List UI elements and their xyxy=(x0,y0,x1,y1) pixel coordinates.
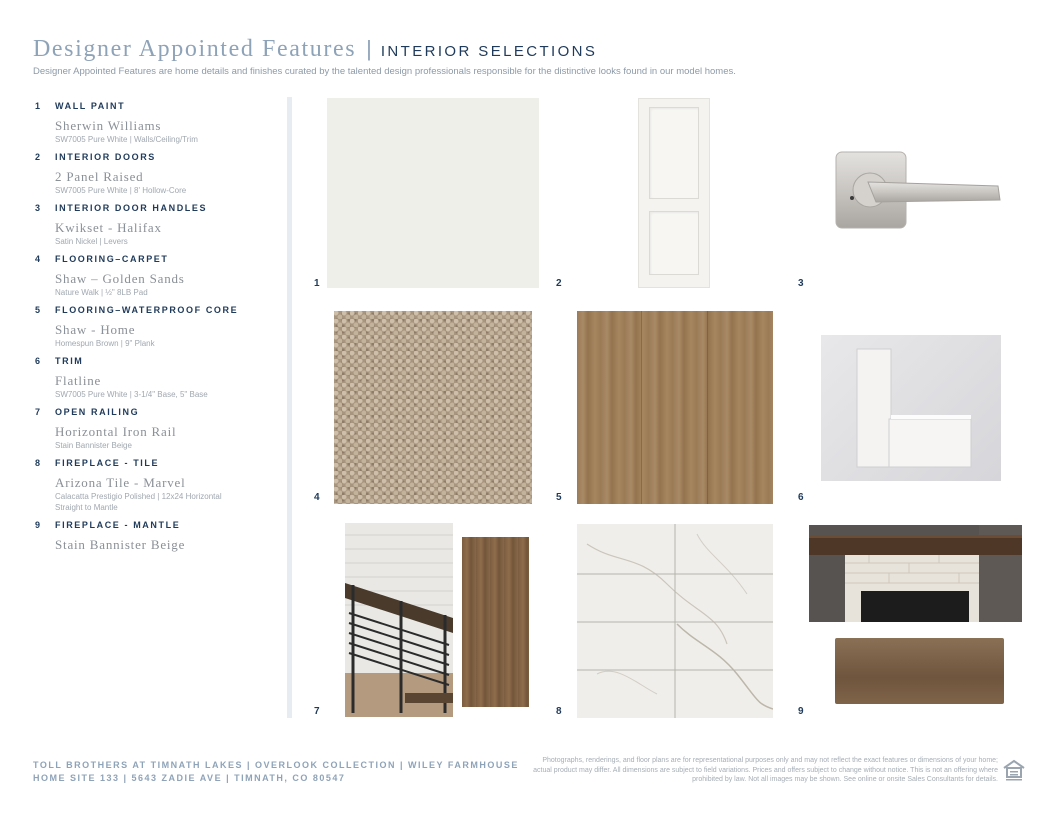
selection-name: Sherwin Williams xyxy=(55,118,162,133)
selection-category: FLOORING–WATERPROOF CORE xyxy=(55,305,239,315)
selection-category: TRIM xyxy=(55,356,84,366)
community-line: TOLL BROTHERS AT TIMNATH LAKES | OVERLOOK COLLECTION | WILEY FARMHOUSE xyxy=(33,760,519,770)
image-number: 9 xyxy=(798,706,804,717)
selection-number: 6 xyxy=(35,356,42,366)
image-number: 2 xyxy=(556,278,562,289)
page-title: Designer Appointed Features xyxy=(33,36,357,62)
selection-category: INTERIOR DOORS xyxy=(55,152,156,162)
plank-flooring-swatch xyxy=(577,311,773,504)
trim-sample-image xyxy=(821,335,1001,481)
selection-item xyxy=(35,519,280,553)
selection-item xyxy=(35,355,280,400)
marble-tile-image xyxy=(577,524,773,718)
wall-paint-swatch xyxy=(327,98,539,288)
open-railing-image xyxy=(345,523,453,717)
image-number: 6 xyxy=(798,492,804,503)
disclaimer-text: Photographs, renderings, and floor plans are for representational purposes only and may not reflect the exact features or dimensions of your home; actual product may differ. All dimensions are subject to field variations. Prices and offers subject to change without notice. This is not an offering where prohibited by law. Not all images may be shown. See online or onsite Sales Consultants for details. xyxy=(533,757,998,783)
selection-details: SW7005 Pure White | 3-1/4" Base, 5" Base xyxy=(55,390,208,399)
door-upper-panel xyxy=(649,107,699,199)
selection-category: FIREPLACE - MANTLE xyxy=(55,520,181,530)
selection-details: Stain Bannister Beige xyxy=(55,441,132,450)
vertical-divider xyxy=(287,97,292,718)
selections-list xyxy=(35,100,280,559)
selection-number: 7 xyxy=(35,407,42,417)
selection-details: Homespun Brown | 9" Plank xyxy=(55,339,155,348)
selection-number: 8 xyxy=(35,458,42,468)
door-handle-image xyxy=(830,148,1005,233)
image-number: 5 xyxy=(556,492,562,503)
carpet-swatch xyxy=(334,311,532,504)
selection-category: INTERIOR DOOR HANDLES xyxy=(55,203,208,213)
selection-number: 3 xyxy=(35,203,42,213)
community-info xyxy=(33,759,519,785)
selection-name: Flatline xyxy=(55,373,102,388)
selection-name: Arizona Tile - Marvel xyxy=(55,475,186,490)
image-number: 1 xyxy=(314,278,320,289)
image-number: 4 xyxy=(314,492,320,503)
page-subtitle: Designer Appointed Features are home details and finishes curated by the talented design professionals responsible for the distinctive looks found in our model homes. xyxy=(33,66,736,77)
selection-details: Nature Walk | ½" 8LB Pad xyxy=(55,288,148,297)
selection-name: Horizontal Iron Rail xyxy=(55,424,177,439)
page-header xyxy=(33,36,597,66)
selection-name: Shaw – Golden Sands xyxy=(55,271,185,286)
section-title: INTERIOR SELECTIONS xyxy=(380,43,598,60)
image-number: 8 xyxy=(556,706,562,717)
selection-details: SW7005 Pure White | Walls/Ceiling/Trim xyxy=(55,135,198,144)
selection-category: FLOORING–CARPET xyxy=(55,254,169,264)
stain-sample-image xyxy=(462,537,529,707)
selection-item xyxy=(35,304,280,349)
interior-door-image xyxy=(638,98,710,288)
selection-name: Stain Bannister Beige xyxy=(55,537,186,552)
selection-name: Shaw - Home xyxy=(55,322,136,337)
homesite-line: HOME SITE 133 | 5643 ZADIE AVE | TIMNATH, CO 80547 xyxy=(33,773,346,783)
mantle-stain-sample xyxy=(835,638,1004,704)
plank-seam xyxy=(641,311,642,504)
selection-item xyxy=(35,202,280,247)
selection-item xyxy=(35,100,280,145)
title-separator: | xyxy=(366,36,372,61)
selection-details-extra: Straight to Mantle xyxy=(55,503,118,512)
plank-seam xyxy=(707,311,708,504)
selection-item xyxy=(35,151,280,196)
selection-number: 2 xyxy=(35,152,42,162)
selection-item xyxy=(35,406,280,451)
image-number: 3 xyxy=(798,278,804,289)
selection-number: 4 xyxy=(35,254,42,264)
selection-category: OPEN RAILING xyxy=(55,407,140,417)
selection-name: Kwikset - Halifax xyxy=(55,220,162,235)
selection-details: SW7005 Pure White | 8' Hollow-Core xyxy=(55,186,187,195)
selection-number: 9 xyxy=(35,520,42,530)
equal-housing-opportunity-icon xyxy=(1002,758,1026,782)
selection-name: 2 Panel Raised xyxy=(55,169,144,184)
selection-number: 5 xyxy=(35,305,42,315)
selection-item xyxy=(35,457,280,513)
selection-item xyxy=(35,253,280,298)
door-lower-panel xyxy=(649,211,699,275)
selection-category: WALL PAINT xyxy=(55,101,126,111)
selection-details: Satin Nickel | Levers xyxy=(55,237,128,246)
selection-details: Calacatta Prestigio Polished | 12x24 Horizontal xyxy=(55,492,222,501)
selection-category: FIREPLACE - TILE xyxy=(55,458,160,468)
fireplace-image xyxy=(809,525,1022,622)
image-number: 7 xyxy=(314,706,320,717)
selection-number: 1 xyxy=(35,101,42,111)
